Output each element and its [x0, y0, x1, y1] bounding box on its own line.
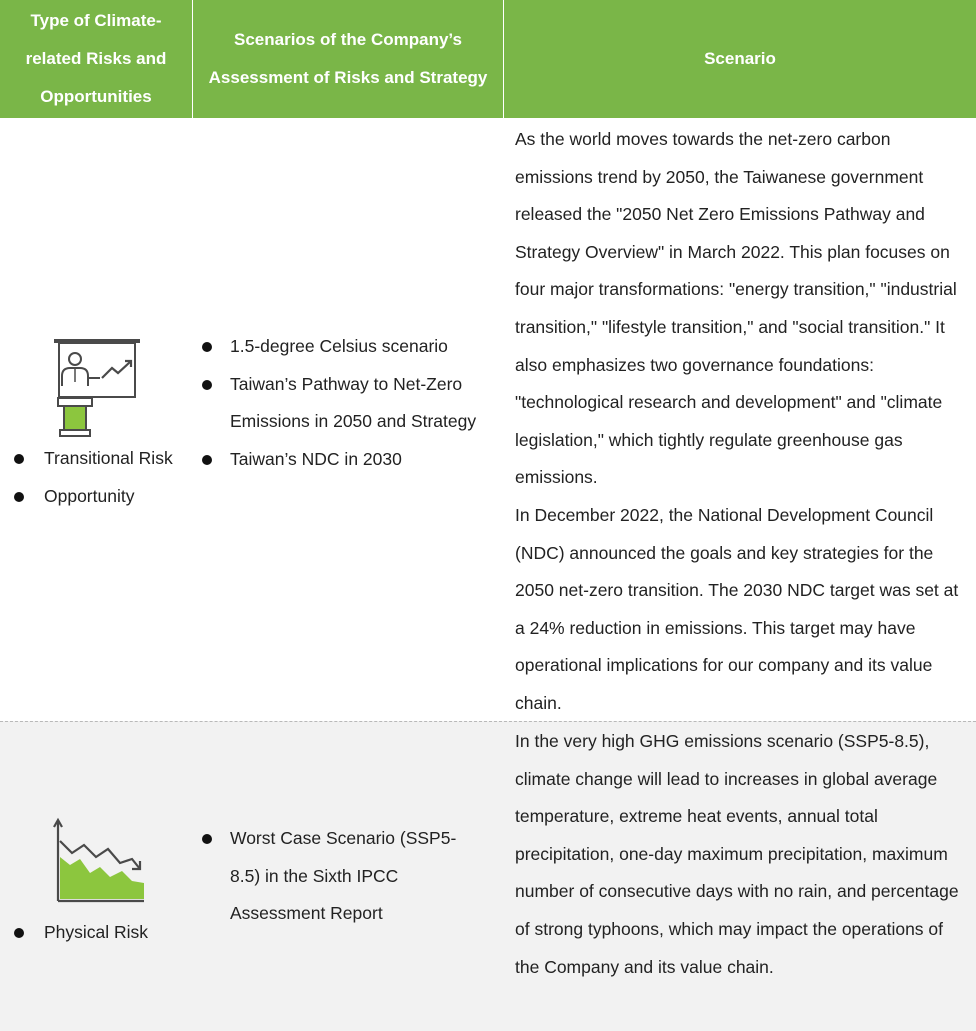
scenario-list [202, 328, 494, 478]
table-header [0, 0, 976, 118]
header-assessment-scenarios-label: Scenarios of the Company’s Assessment of Risks and Strategy [208, 30, 488, 87]
header-risk-type-label: Type of Climate- related Risks and Opportunities [25, 11, 167, 106]
risk-type-list [14, 440, 173, 515]
risk-type-label: Transitional Risk [44, 448, 173, 468]
list-item [14, 478, 173, 516]
scenario-paragraph: In the very high GHG emissions scenario (SSP5-8.5), climate change will lead to increases in global average temperature, extreme heat events, annual total precipitation, one-day maximum precipitation, maximum number of consecutive days with no rain, and percentage of strong typhoons, which may impact the operations of the Company and its value chain. [515, 731, 959, 977]
scenario-label: Worst Case Scenario (SSP5-8.5) in the Sixth IPCC Assessment Report [230, 828, 457, 924]
scenario-label: Taiwan’s Pathway to Net-Zero Emissions in 2050 and Strategy [230, 373, 477, 432]
header-assessment-scenarios [193, 0, 504, 118]
scenario-paragraph: As the world moves towards the net-zero carbon emissions trend by 2050, the Taiwanese government released the "2050 Net Zero Emissions Pathway and Strategy Overview" in March 2022. This plan focuses on four major transformations: "energy transition," "industrial transition," "lifestyle transition," and "social transition." It also emphasizes two governance foundations: "technological research and development" and "climate legislation," which tightly regulate greenhouse gas emissions. [515, 129, 957, 488]
risk-type-label: Opportunity [44, 485, 135, 506]
risk-type-label: Physical Risk [44, 922, 149, 942]
list-item [202, 328, 494, 366]
scenario-list [202, 820, 462, 933]
list-item [202, 366, 494, 441]
header-risk-type [0, 0, 193, 118]
list-item [14, 440, 173, 478]
table-row [0, 721, 976, 1031]
header-scenario-label: Scenario [704, 49, 776, 68]
declining-chart-icon [50, 817, 146, 903]
scenario-paragraph: In December 2022, the National Development Council (NDC) announced the goals and key strategies for the 2050 net-zero transition. The 2030 NDC target was set at a 24% reduction in emissions. This target may have operational implications for our company and its value chain. [515, 504, 959, 713]
header-scenario [504, 0, 976, 118]
list-item [202, 820, 462, 933]
list-item [202, 441, 494, 479]
table-row [0, 118, 976, 721]
scenario-label: Taiwan’s NDC in 2030 [230, 448, 402, 469]
presentation-chart-icon [50, 338, 144, 438]
scenario-description-cell [504, 722, 976, 1031]
scenario-label: 1.5-degree Celsius scenario [230, 336, 448, 356]
risk-type-cell [0, 722, 193, 1031]
risk-type-list [14, 914, 148, 952]
scenario-description-cell [504, 118, 976, 721]
risk-type-cell [0, 118, 193, 721]
assessment-scenarios-cell [193, 118, 504, 721]
assessment-scenarios-cell [193, 722, 504, 1031]
list-item [14, 914, 148, 952]
